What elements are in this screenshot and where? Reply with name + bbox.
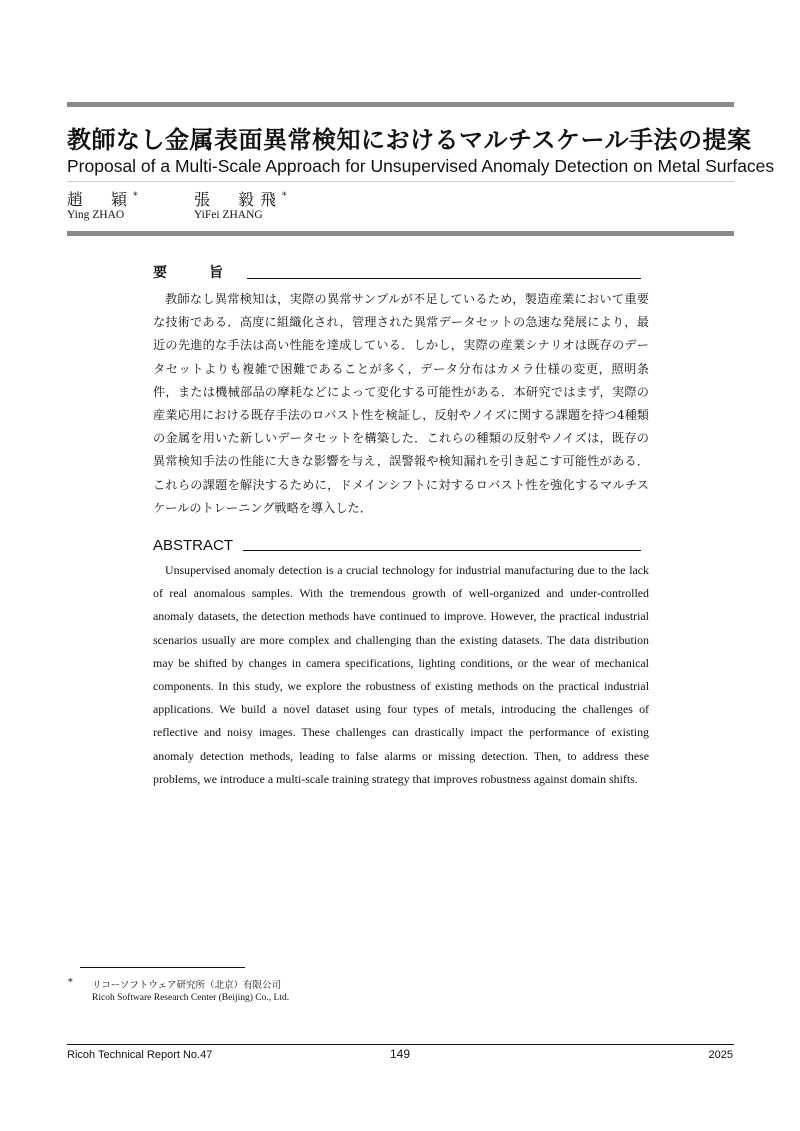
top-header-bar (67, 102, 734, 107)
footer-journal: Ricoh Technical Report No.47 (67, 1049, 213, 1061)
title-divider (67, 181, 734, 182)
title-japanese: 教師なし金属表面異常検知におけるマルチスケール手法の提案 (67, 126, 752, 154)
abstract-body: Unsupervised anomaly detection is a crucial technology for industrial manufacturing due to the lack of real anomalous samples. With the tremendous growth of well-organized and under-controlled anomaly datasets, the detection methods have continued to improve. However, the practical industrial scenarios usually are more complex and challenging than the existing datasets. The data distribution may be shifted by changes in camera specifications, lighting conditions, or the wear of mechanical components. In this study, we explore the robustness of existing methods on the practical industrial applications. We build a novel dataset using four types of metals, introducing the challenges of reflective and noisy images. These challenges can drastically impact the performance of existing anomaly detection methods, leading to false alarms or missing detection. Then, to address these problems, we introduce a multi-scale training strategy that improves robustness against domain shifts. (153, 563, 649, 786)
footer-year: 2025 (708, 1049, 733, 1061)
abstract-heading-label: ABSTRACT (153, 537, 234, 554)
footnote-affiliation-ja: リコーソフトウェア研究所（北京）有限公司 (92, 980, 282, 991)
summary-body: 教師なし異常検知は，実際の異常サンプルが不足しているため，製造産業において重要な技術である．高度に組織化され，管理された異常データセットの急速な発展により，最近の先進的な手法は高い性能を達成している．しかし，実際の産業シナリオは既存のデータセットよりも複雑で困難であることが多く，データ分布はカメラ仕様の変更，照明条件，または機械部品の摩耗などによって変化する可能性がある．本研究ではまず，実際の産業応用における既存手法のロバスト性を検証し，反射やノイズに関する課題を持つ4種類の金属を用いた新しいデータセットを構築した．これらの種類の反射やノイズは，既存の異常検知手法の性能に大きな影響を与え，誤警報や検知漏れを引き起こす可能性がある．これらの課題を解決するために，ドメインシフトに対するロバスト性を強化するマルチスケールのトレーニング戦略を導入した． (153, 292, 649, 515)
author-1-mark: * (133, 191, 138, 202)
summary-heading-rule (247, 278, 641, 279)
footnote-affiliation-en: Ricoh Software Research Center (Beijing) Co., Ltd. (92, 993, 290, 1003)
author-2-name-en: YiFei ZHANG (194, 209, 263, 221)
author-1-name-ja: 趙 穎* (67, 190, 138, 209)
footnote-mark: * (68, 977, 73, 988)
author-2-mark: * (282, 191, 287, 202)
author-divider-bar (67, 231, 734, 236)
summary-heading (153, 262, 641, 282)
author-1-name-en: Ying ZHAO (67, 209, 125, 221)
footer-page-number: 149 (389, 1047, 411, 1061)
footnote-rule (80, 967, 245, 968)
footer-rule (67, 1044, 734, 1045)
summary-heading-label: 要 旨 (153, 265, 237, 281)
author-2-name-ja: 張 毅飛* (194, 190, 287, 209)
title-english: Proposal of a Multi-Scale Approach for Unsupervised Anomaly Detection on Metal Surfaces (67, 156, 775, 176)
abstract-heading-rule (243, 550, 641, 551)
abstract-heading (153, 537, 641, 554)
